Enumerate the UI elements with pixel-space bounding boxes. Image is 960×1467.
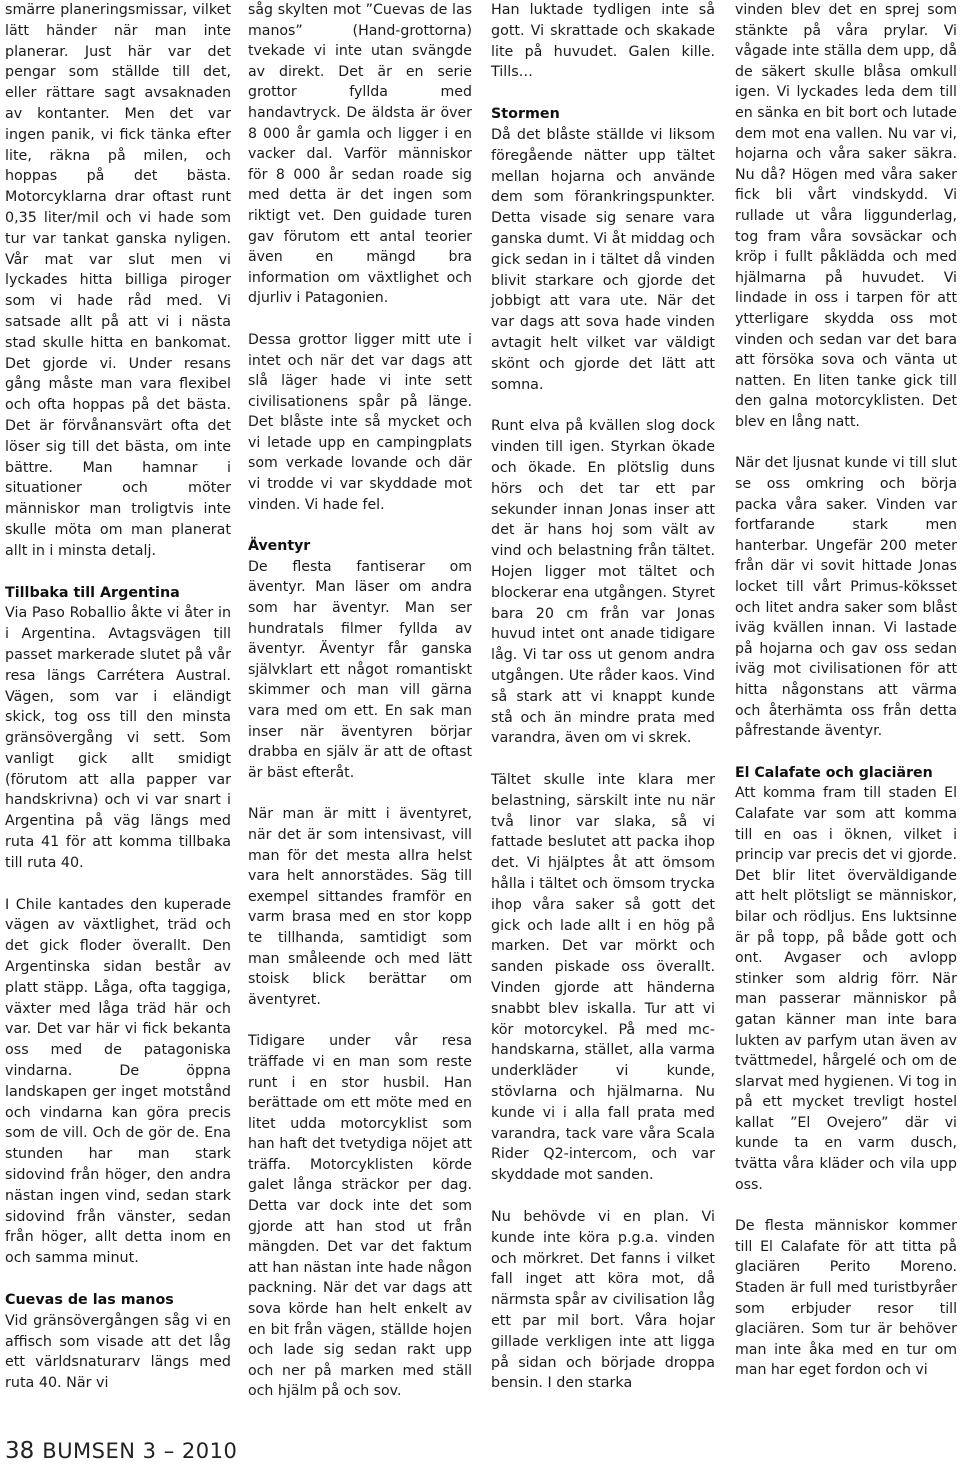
- paragraph: De flesta fantiserar om äventyr. Man läser om andra som har äventyr. Man ser hundratals filmer fyllda av äventyr. Äventyr får ganska självklart ett något romantiskt skimmer och man vill gärna vara med om ett. En sak man inser när äventyren börjar drabba en själv är att de oftast är bäst efteråt.: [248, 558, 472, 781]
- magazine-issue: BUMSEN 3 – 2010: [42, 1439, 238, 1463]
- paragraph: I Chile kantades den kuperade vägen av växtlighet, träd och det gick floder överallt. Den Argentinska sidan består av platt stäpp. Låga, ofta taggiga, växter med låga träd här och var. Det var här vi fick bekanta oss med de patagoniska vindarna. De öppna landskapen ger inget motstånd och vindarna kan göra precis som de vill. Och de gör de. Ena stunden har man stark sidovind från höger, den andra nästan ingen vind, sedan stark sidovind från vänster, sedan från höger, allt detta inom en och samma minut.: [5, 896, 231, 1267]
- page-footer: [5, 1437, 237, 1465]
- article-column-2: [248, 0, 472, 1402]
- section-heading: Stormen: [491, 106, 560, 123]
- section-heading: Tillbaka till Argentina: [5, 584, 180, 601]
- paragraph: såg skylten mot ”Cuevas de las manos” (Hand-grottorna) tvekade vi inte utan svängde av direkt. Det är en serie grottor fyllda med handavtryck. De äldsta är över 8 000 år gamla och ligger i en vacker dal. Varför människor för 8 000 år sedan roade sig med detta är det ingen som riktigt vet. Den guidade turen gav förutom ett antal teorier även en mängd bra information om växtlighet och djurliv i Patagonien.: [248, 2, 472, 307]
- article-column-1: [5, 0, 231, 1394]
- paragraph: De flesta människor kommer till El Calafate för att titta på glaciären Perito Moreno. Staden är full med turistbyråer som erbjuder resor till glaciären. Som tur är behöver man inte åka med en tur om man har eget fordon och vi: [735, 1218, 957, 1379]
- paragraph: Han luktade tydligen inte så gott. Vi skrattade och skakade lite på huvudet. Galen kille. Tills…: [491, 2, 715, 81]
- paragraph: Tidigare under vår resa träffade vi en man som reste runt i en stor husbil. Han berättade om ett möte med en litet udda motorcyklist som han haft det tvetydiga nöjet att träffa. Motorcyklisten körde galet långa sträckor per dag. Detta var dock inte det som gjorde att han stod ut från mängden. Det var det faktum att han nästan inte hade någon packning. När det var dags att sova körde han helt enkelt av en bit från vägen, ställde hojen och lade sig sedan rakt upp och ner på marken med ställ och hjälm på och sov.: [248, 1033, 472, 1400]
- paragraph: Tältet skulle inte klara mer belastning, särskilt inte nu när två linor var slaka, så vi fattade beslutet att packa ihop det. Vi hjälptes åt att ömsom hålla i tältet och ömsom trycka ihop våra saker så gott det gick och lade allt i en hög på marken. Det var mörkt och sanden piskade oss överallt. Vinden gjorde att händerna snabbt blev iskalla. Tur att vi kör motorcykel. På med mc-handskarna, stället, alla varma underkläder vi kunde, stövlarna och hjälmarna. Nu kunde vi i alla fall prata med varandra, tack vare våra Scala Rider Q2-intercom, och var skyddade mot sanden.: [491, 772, 715, 1184]
- paragraph: Att komma fram till staden El Calafate var som att komma till en oas i öknen, vilket i princip var precis det vi gjorde. Det blir litet överväldigande att helt plötsligt se människor, bilar och rödljus. Ens luktsinne är på topp, på både gott och ont. Avgaser och avlopp stinker som aldrig förr. När man passerar människor på gatan känner man inte bara lukten av parfym utan även av tvättmedel, hårgelé och om de slarvat med hygienen. Vi tog in på ett mycket trevligt hostel kallat ”El Ovejero” där vi kunde ta en varm dusch, tvätta våra kläder och vila upp oss.: [735, 785, 957, 1193]
- section-heading: Äventyr: [248, 538, 311, 555]
- article-column-3: [491, 0, 715, 1394]
- paragraph: Runt elva på kvällen slog dock vinden till igen. Styrkan ökade och ökade. En plötslig duns hörs och det tar ett par sekunder innan Jonas inser att det är hans hoj som vält av vind och belastning från tältet. Hojen ligger mot tältet och blockerar ena utgången. Styret bara 20 cm från var Jonas huvud intet ont anade tidigare låg. Vi tar oss ut genom andra utgången. Ute råder kaos. Vind så stark att vi knappt kunde stå och än mindre prata med varandra, även om vi skrek.: [491, 418, 715, 747]
- paragraph: Via Paso Roballio åkte vi åter in i Argentina. Avtagsvägen till passet markerade slutet på vår resa längs Carrétera Austral. Vägen, som var i eländigt skick, tog oss till den minsta gränsövergång vi sett. Som vanligt gick allt smidigt (förutom att alla papper var handskrivna) och vi var snart i Argentina på väg längs med ruta 41 för att komma tillbaka till ruta 40.: [5, 605, 231, 871]
- paragraph: När det ljusnat kunde vi till slut se oss omkring och börja packa våra saker. Vinden var fortfarande stark men hanterbar. Ungefär 200 meter från där vi sovit hittade Jonas locket till vårt Primus-köksset och litet andra saker som blåst iväg kvällen innan. Vi lastade på hojarna och gav oss sedan iväg mot civilisationen för att hitta någonstans att värma och återhämta oss från detta påfrestande äventyr.: [735, 455, 957, 740]
- paragraph: Vid gränsövergången såg vi en affisch som visade att det låg ett världsnaturarv längs med ruta 40. När vi: [5, 1312, 231, 1392]
- paragraph: smärre planeringsmissar, vilket lätt händer när man inte planerar. Just här var det pengar som ställde till det, eller rättare sagt avsaknaden av kontanter. Men det var ingen panik, vi fick tänka efter lite, räkna på milen, och hoppas på det bästa. Motorcyklarna drar oftast runt 0,35 liter/mil och vi hade som tur var tankat ganska nyligen. Vår mat var slut men vi lyckades hitta billiga piroger som vi hade råd med. Vi satsade allt på att vi i nästa stad skulle hitta en bankomat. Det gjorde vi. Under resans gång måste man vara flexibel och ofta hoppas på det bästa. Det är förvånansvärt ofta det löser sig till det bästa, om inte bättre. Man hamnar i situationer och möter människor man troligtvis inte skulle möta om man planerat allt in i minsta detalj.: [5, 2, 231, 559]
- article-column-4: [735, 0, 957, 1381]
- paragraph: Nu behövde vi en plan. Vi kunde inte köra p.g.a. vinden och mörkret. Det fanns i vilket fall inget att köra mot, då närmsta spår av civilisation låg ett par mil bort. Våra hojar gillade verkligen inte att ligga på sidan och började droppa bensin. I den starka: [491, 1209, 715, 1392]
- page-number: 38: [5, 1438, 35, 1464]
- section-heading: Cuevas de las manos: [5, 1292, 174, 1309]
- paragraph: Då det blåste ställde vi liksom föregående nätter upp tältet mellan hojarna och använde dem som förankringspunkter. Detta visade sig senare vara ganska dumt. Vi åt middag och gick sedan in i tältet då vinden blivit starkare och gjorde det jobbigt att vara ute. När det var dags att sova hade vinden avtagit helt vilket var väldigt skönt och gjorde det lätt att somna.: [491, 126, 715, 393]
- section-heading: El Calafate och glaciären: [735, 764, 933, 781]
- paragraph: När man är mitt i äventyret, när det är som intensivast, vill man för det mesta allra helst vara helt annorstädes. Säg till exempel sittandes framför en varm brasa med en stor kopp te tillhanda, samtidigt som man småleende och med lätt stoisk blick berättar om äventyret.: [248, 806, 472, 1008]
- paragraph: vinden blev det en sprej som stänkte på våra prylar. Vi vågade inte ställa dem upp, då de säkert skulle blåsa omkull igen. Vi lyckades leda dem till en sänka en bit bort och lutade dem mot ena vallen. Nu var vi, hojarna och våra saker säkra. Nu då? Högen med våra saker fick bli vårt vindskydd. Vi rullade ut våra liggunderlag, tog fram våra sovsäckar och kröp i fullt påklädda och med hjälmarna på huvudet. Vi lindade in oss i tarpen för att ytterligare skydda oss mot vinden och sedan var det bara att försöka sova och vänta ut natten. En liten tanke gick till den galna motorcyklisten. Det blev en lång natt.: [735, 2, 957, 430]
- paragraph: Dessa grottor ligger mitt ute i intet och när det var dags att slå läger hade vi inte sett civilisationens spår på länge. Det blåste inte så mycket och vi letade upp en campingplats som verkade lovande och där vi trodde vi var skyddade mot vinden. Vi hade fel.: [248, 331, 472, 513]
